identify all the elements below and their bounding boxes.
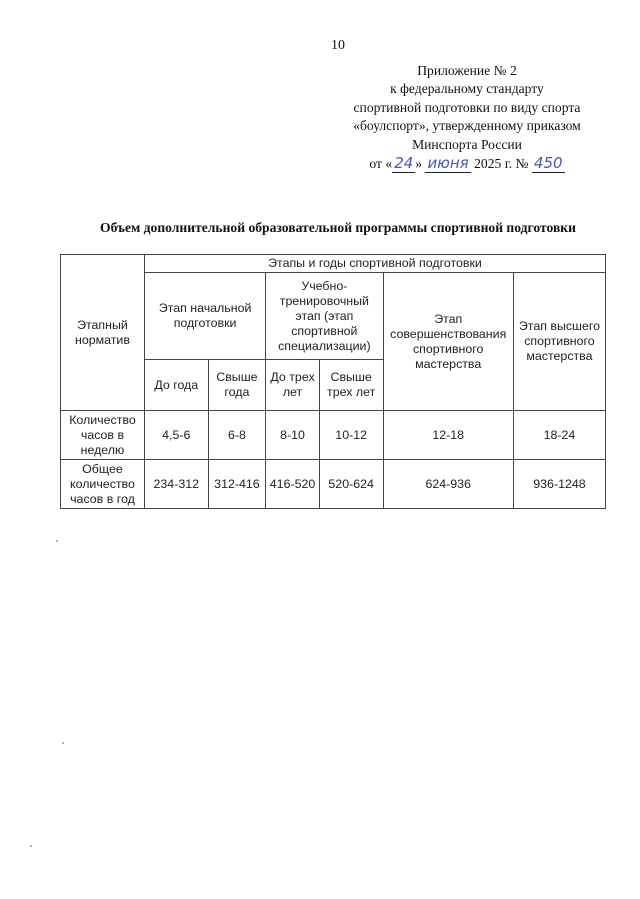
cell-year-training-up-to-three: 416-520 — [266, 460, 320, 509]
subheader-initial-up-to-year: До года — [144, 360, 208, 411]
page-number: 10 — [331, 38, 345, 53]
appendix-line-1: Приложение № 2 — [417, 63, 517, 78]
cell-year-improvement: 624-936 — [383, 460, 513, 509]
scan-speck — [62, 742, 64, 744]
cell-week-training-over-three: 10-12 — [319, 411, 383, 460]
cell-year-higher: 936-1248 — [513, 460, 605, 509]
date-year: 2025 г. № — [474, 156, 529, 172]
appendix-line-2: к федеральному стандарту — [390, 81, 544, 97]
row-label-hours-per-year: Общее количество часов в год — [61, 460, 145, 509]
appendix-date-line — [330, 154, 604, 173]
row-header-cell: Этапный норматив — [61, 255, 145, 411]
handwritten-order-number: 450 — [533, 154, 563, 173]
subheader-training-up-to-three: До трех лет — [266, 360, 320, 411]
stage-higher-cell: Этап высшего спортивного мастерства — [513, 273, 605, 411]
subheader-initial-over-year: Свыше года — [208, 360, 266, 411]
cell-week-higher: 18-24 — [513, 411, 605, 460]
table-row — [61, 411, 606, 460]
cell-week-training-up-to-three: 8-10 — [266, 411, 320, 460]
handwritten-day: 24 — [394, 154, 414, 173]
cell-year-training-over-three: 520-624 — [319, 460, 383, 509]
cell-week-initial-up-to-year: 4,5-6 — [144, 411, 208, 460]
scan-speck — [56, 540, 58, 542]
date-mid: » — [415, 156, 423, 172]
table-row — [61, 460, 606, 509]
cell-week-improvement: 12-18 — [383, 411, 513, 460]
cell-week-initial-over-year: 6-8 — [208, 411, 266, 460]
subheader-training-over-three: Свыше трех лет — [319, 360, 383, 411]
appendix-block — [330, 62, 604, 173]
appendix-line-3: спортивной подготовки по виду спорта — [353, 99, 581, 115]
scan-speck — [30, 845, 32, 847]
row-label-hours-per-week: Количество часов в неделю — [61, 411, 145, 460]
appendix-line-4: «боулспорт», утвержденному приказом — [353, 118, 581, 134]
group-header-cell: Этапы и годы спортивной подготовки — [144, 255, 605, 273]
cell-year-initial-up-to-year: 234-312 — [144, 460, 208, 509]
date-prefix: от « — [369, 156, 393, 172]
document-title: Объем дополнительной образовательной программы спортивной подготовки — [100, 220, 576, 235]
stage-initial-cell: Этап начальной подготовки — [144, 273, 265, 360]
program-volume-table — [60, 254, 606, 509]
stage-improvement-cell: Этап совершенствования спортивного мастерства — [383, 273, 513, 411]
stage-training-cell: Учебно-тренировочный этап (этап спортивной специализации) — [266, 273, 383, 360]
handwritten-month: июня — [427, 154, 469, 173]
appendix-line-5: Минспорта России — [412, 136, 522, 152]
table-header-row — [61, 255, 606, 273]
cell-year-initial-over-year: 312-416 — [208, 460, 266, 509]
